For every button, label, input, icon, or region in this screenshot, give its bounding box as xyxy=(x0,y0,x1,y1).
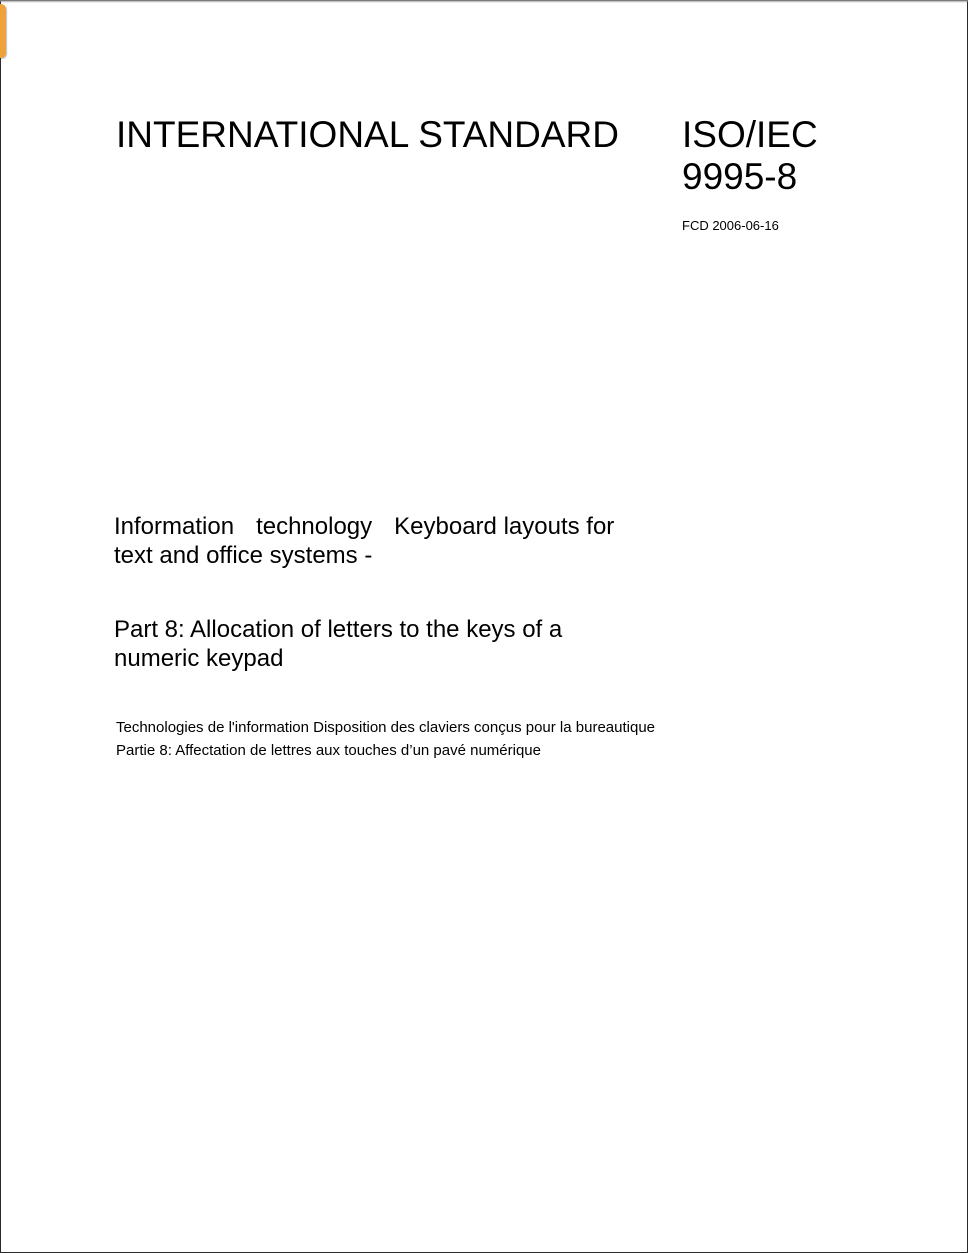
title-word-information: Information xyxy=(114,513,235,540)
english-title-line1 xyxy=(114,512,674,541)
french-title xyxy=(116,716,655,762)
part-title-line2: numeric keypad xyxy=(114,645,284,672)
standard-number xyxy=(682,114,818,198)
title-words-keyboard-layouts: Keyboard layouts for xyxy=(394,513,615,540)
page-top-shadow xyxy=(0,0,968,3)
document-type-heading: INTERNATIONAL STANDARD xyxy=(116,114,619,155)
french-title-line1: Technologies de l'information Disposition des claviers conçus pour la bureautique xyxy=(116,719,656,736)
english-title xyxy=(114,512,674,570)
title-word-technology: technology xyxy=(256,513,373,540)
english-title-line2: text and office systems - xyxy=(114,542,373,569)
part-title xyxy=(114,615,674,673)
french-title-line2: Partie 8: Affectation de lettres aux touches d’un pavé numérique xyxy=(116,742,541,759)
stage-date: FCD 2006-06-16 xyxy=(682,218,779,233)
standard-number-line2: 9995-8 xyxy=(682,156,798,197)
part-title-line1: Part 8: Allocation of letters to the keys of a xyxy=(114,616,563,643)
standard-number-line1: ISO/IEC xyxy=(682,114,818,155)
bookmark-tab[interactable] xyxy=(0,4,6,58)
